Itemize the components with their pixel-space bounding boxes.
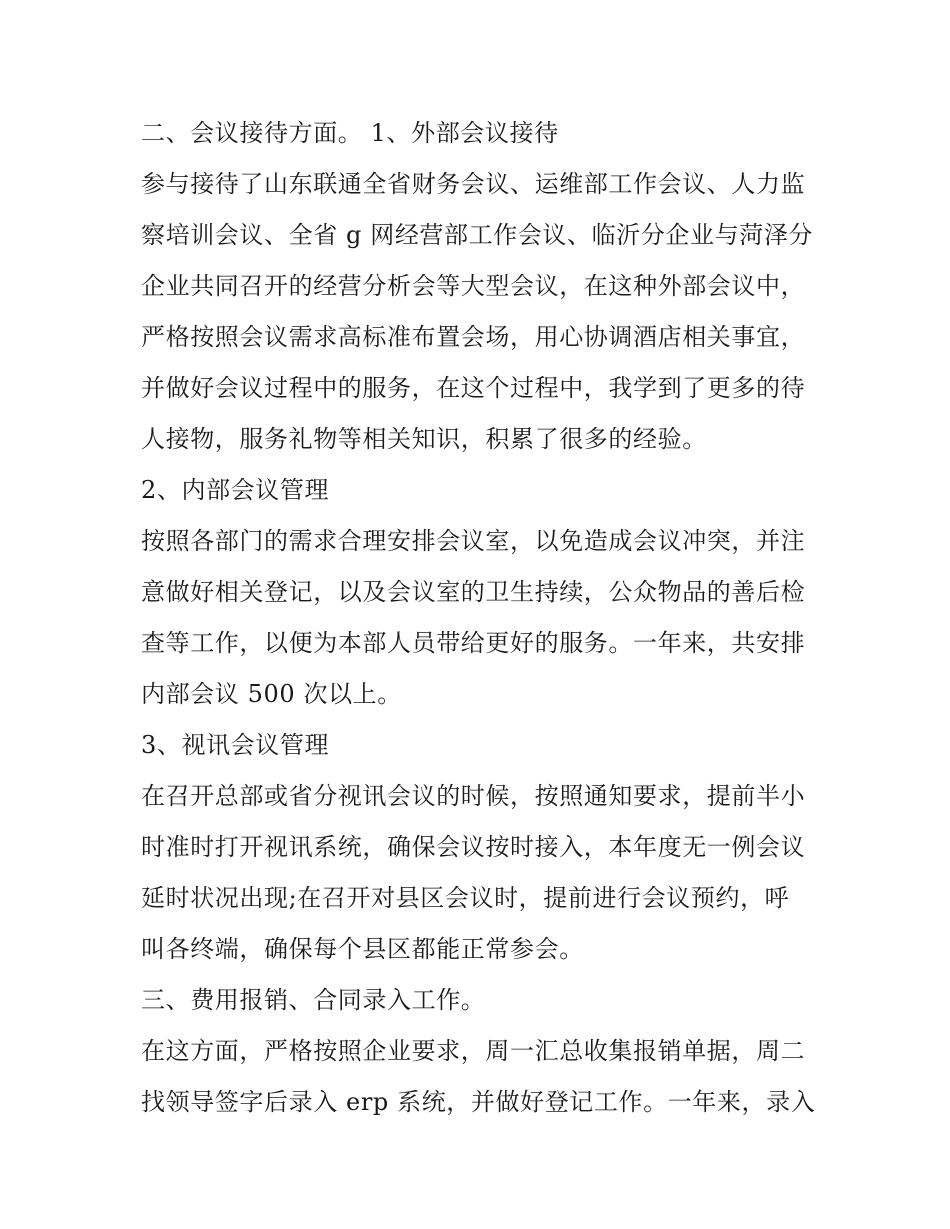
paragraph-line: 严格按照会议需求高标准布置会场，用心协调酒店相关事宜， [141, 323, 806, 351]
paragraph-line: 内部会议 500 次以上。 [141, 680, 402, 708]
subheading-internal-meetings: 2、内部会议管理 [141, 476, 330, 504]
paragraph-line: 察培训会议、全省 g 网经营部工作会议、临沂分企业与菏泽分 [141, 221, 814, 249]
paragraph-line: 在召开总部或省分视讯会议的时候，按照通知要求，提前半小 [141, 782, 806, 810]
paragraph-line: 参与接待了山东联通全省财务会议、运维部工作会议、人力监 [141, 170, 806, 198]
paragraph-line: 叫各终端，确保每个县区都能正常参会。 [141, 935, 584, 963]
paragraph-line: 找领导签字后录入 erp 系统，并做好登记工作。一年来，录入 [141, 1088, 816, 1116]
paragraph-line: 企业共同召开的经营分析会等大型会议，在这种外部会议中， [141, 272, 806, 300]
paragraph-line: 延时状况出现;在召开对县区会议时，提前进行会议预约，呼 [141, 884, 790, 912]
paragraph-line: 人接物，服务礼物等相关知识，积累了很多的经验。 [141, 425, 707, 453]
paragraph-line: 时准时打开视讯系统，确保会议按时接入，本年度无一例会议 [141, 833, 806, 861]
section-heading-meeting-reception: 二、会议接待方面。 1、外部会议接待 [141, 119, 559, 147]
paragraph-line: 意做好相关登记，以及会议室的卫生持续，公众物品的善后检 [141, 578, 806, 606]
document-body [141, 108, 821, 1128]
paragraph-line: 按照各部门的需求合理安排会议室，以免造成会议冲突，并注 [141, 527, 806, 555]
paragraph-line: 查等工作，以便为本部人员带给更好的服务。一年来，共安排 [141, 629, 806, 657]
section-heading-expense-contracts: 三、费用报销、合同录入工作。 [141, 986, 486, 1014]
paragraph-line: 在这方面，严格按照企业要求，周一汇总收集报销单据，周二 [141, 1037, 806, 1065]
paragraph-line: 并做好会议过程中的服务，在这个过程中，我学到了更多的待 [141, 374, 806, 402]
subheading-video-meetings: 3、视讯会议管理 [141, 731, 330, 759]
